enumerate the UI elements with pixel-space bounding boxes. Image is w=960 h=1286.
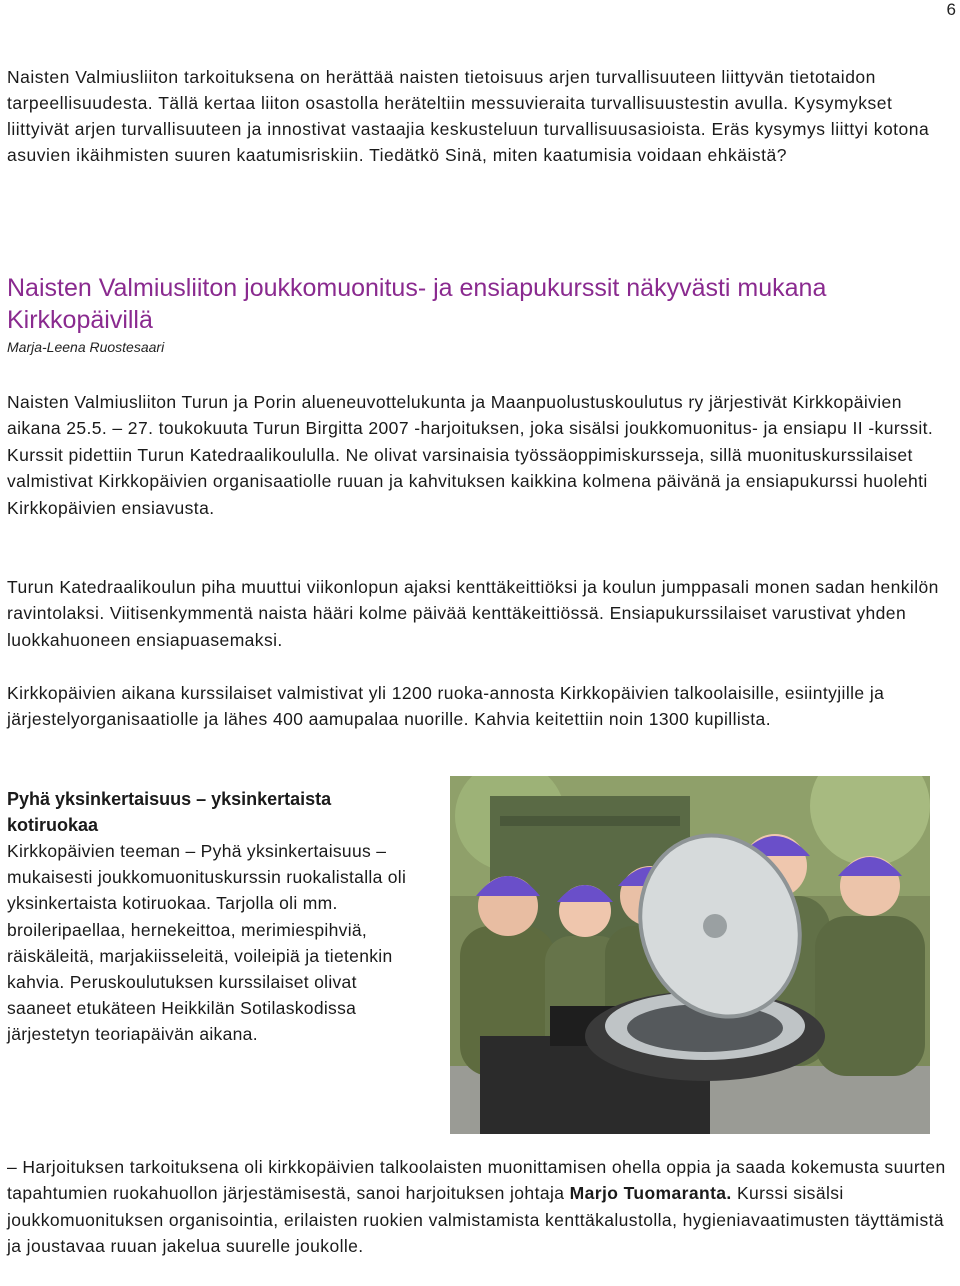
article-title: Naisten Valmiusliiton joukkomuonitus- ja ensiapukurssit näkyvästi mukana Kirkkopäivillä (7, 274, 827, 334)
closing-paragraph (7, 1154, 952, 1260)
field-kitchen-photo (450, 776, 930, 1134)
closing-text-after: Kurssi sisälsi joukkomuonituksen organisointia, erilaisten ruokien valmistamista kenttäkalustolla, hygieniavaatimusten täyttämistä ja joustavaa ruuan jakelua suurelle joukolle. (7, 1183, 945, 1257)
sidebar-heading: Pyhä yksinkertaisuus – yksinkertaista kotiruokaa (7, 789, 332, 835)
article-paragraph: Naisten Valmiusliiton Turun ja Porin alueneuvottelukunta ja Maanpuolustuskoulutus ry järjestivät Kirkkopäivien aikana 25.5. – 27. toukokuuta Turun Birgitta 2007 -harjoituksen, joka sisälsi joukkomuonitus- ja ensiapu II -kurssit. Kurssit pidettiin Turun Katedraalikoululla. Ne olivat varsinaisia työssäoppimiskursseja, sillä muonituskurssilaiset valmistivat Kirkkopäivien organisaatiolle ruuan ja kahvituksen kaikkina kolmena päivänä ja ensiapukurssi huolehti Kirkkopäivien ensiavusta. (7, 392, 934, 518)
article-paragraph: Turun Katedraalikoulun piha muuttui viikonlopun ajaksi kenttäkeittiöksi ja koulun jumppasali monen sadan henkilön ravintolaksi. Viitisenkymmentä naista hääri kolme päivää kenttäkeittiössä. Ensiapukurssilaiset varustivat yhden luokkahuoneen ensiapuasemaksi. (7, 577, 939, 650)
article-paragraph: Kirkkopäivien aikana kurssilaiset valmistivat yli 1200 ruoka-annosta Kirkkopäivien talkoolaisille, esiintyjille ja järjestelyorganisaatiolle ja lähes 400 aamupalaa nuorille. Kahvia keitettiin noin 1300 kupillista. (7, 683, 885, 730)
page-number: 6 (946, 0, 956, 19)
intro-paragraph: Naisten Valmiusliiton tarkoituksena on herättää naisten tietoisuus arjen turvallisuuteen liittyvän tietotaidon tarpeellisuudesta. Tällä kertaa liiton osastolla heräteltiin messuvieraita turvallisuustestin avulla. Kysymykset liittyivät arjen turvallisuuteen ja innostivat vastaajia keskusteluun turvallisuusasioista. Eräs kysymys liittyi kotona asuvien ikäihmisten suuren kaatumisriskiin. Tiedätkö Sinä, miten kaatumisia voidaan ehkäistä? (7, 67, 930, 165)
closing-text-before: – Harjoituksen tarkoituksena oli kirkkopäivien talkoolaisten muonittamisen ohella oppia ja saada kokemusta suurten tapahtumien ruokahuollon järjestämisestä, sanoi harjoituksen johtaja (7, 1157, 946, 1204)
sidebar-text: Kirkkopäivien teeman – Pyhä yksinkertaisuus – mukaisesti joukkomuonituskurssin ruokalistalla oli yksinkertaista kotiruokaa. Tarjolla oli mm. broileripaellaa, hernekeittoa, merimiespihviä, räiskäleitä, marjakiisseleitä, voileipiä ja tietenkin kahvia. Peruskoulutuksen kurssilaiset olivat saaneet etukäteen Heikkilän Sotilaskodissa järjestetyn teoriapäivän aikana. (7, 841, 407, 1045)
vehicle-ridge (500, 816, 680, 826)
article-author: Marja-Leena Ruostesaari (7, 339, 165, 355)
field-kitchen-illustration (450, 776, 930, 1134)
director-name: Marjo Tuomaranta. (569, 1183, 732, 1204)
lid-handle (703, 914, 727, 938)
